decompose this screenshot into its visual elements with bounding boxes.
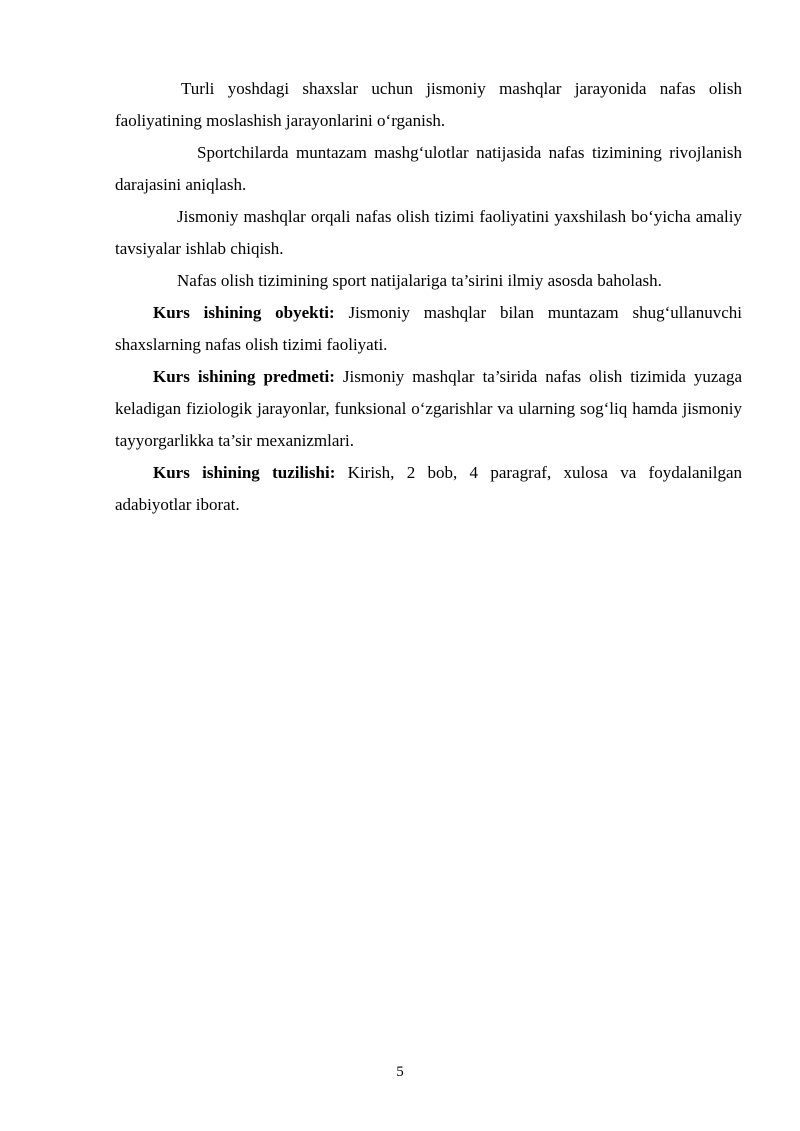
object-paragraph xyxy=(115,297,742,361)
goal-paragraph-1: Turli yoshdagi shaxslar uchun jismoniy mashqlar jarayonida nafas olish faoliyatining moslashish jarayonlarini o‘rganish. xyxy=(115,79,742,130)
subject-text: Jismoniy mashqlar ta’sirida nafas olish tizimida yuzaga keladigan fiziologik jarayonlar, funksional o‘zgarishlar va ularning sog‘liq hamda jismoniy tayyorgarlikka ta’sir mexanizmlari. xyxy=(115,367,743,450)
page-number: 5 xyxy=(396,1064,404,1080)
subject-label: Kurs ishining predmeti: xyxy=(153,367,335,386)
document-body xyxy=(115,73,742,521)
structure-paragraph xyxy=(115,457,742,521)
structure-label: Kurs ishining tuzilishi: xyxy=(153,463,336,482)
goal-paragraph-3: Jismoniy mashqlar orqali nafas olish tizimi faoliyatini yaxshilash bo‘yicha amaliy tavsiyalar ishlab chiqish. xyxy=(115,207,742,258)
object-label: Kurs ishining obyekti: xyxy=(153,303,335,322)
goal-paragraph-4: Nafas olish tizimining sport natijalariga ta’sirini ilmiy asosda baholash. xyxy=(177,271,662,290)
object-text: Jismoniy mashqlar bilan muntazam shug‘ullanuvchi shaxslarning nafas olish tizimi faoliyati. xyxy=(115,303,742,354)
structure-text: Kirish, 2 bob, 4 paragraf, xulosa va foydalanilgan adabiyotlar iborat. xyxy=(115,463,742,514)
subject-paragraph xyxy=(115,361,742,457)
goal-paragraph-2: Sportchilarda muntazam mashg‘ulotlar natijasida nafas tizimining rivojlanish darajasini aniqlash. xyxy=(115,143,742,194)
